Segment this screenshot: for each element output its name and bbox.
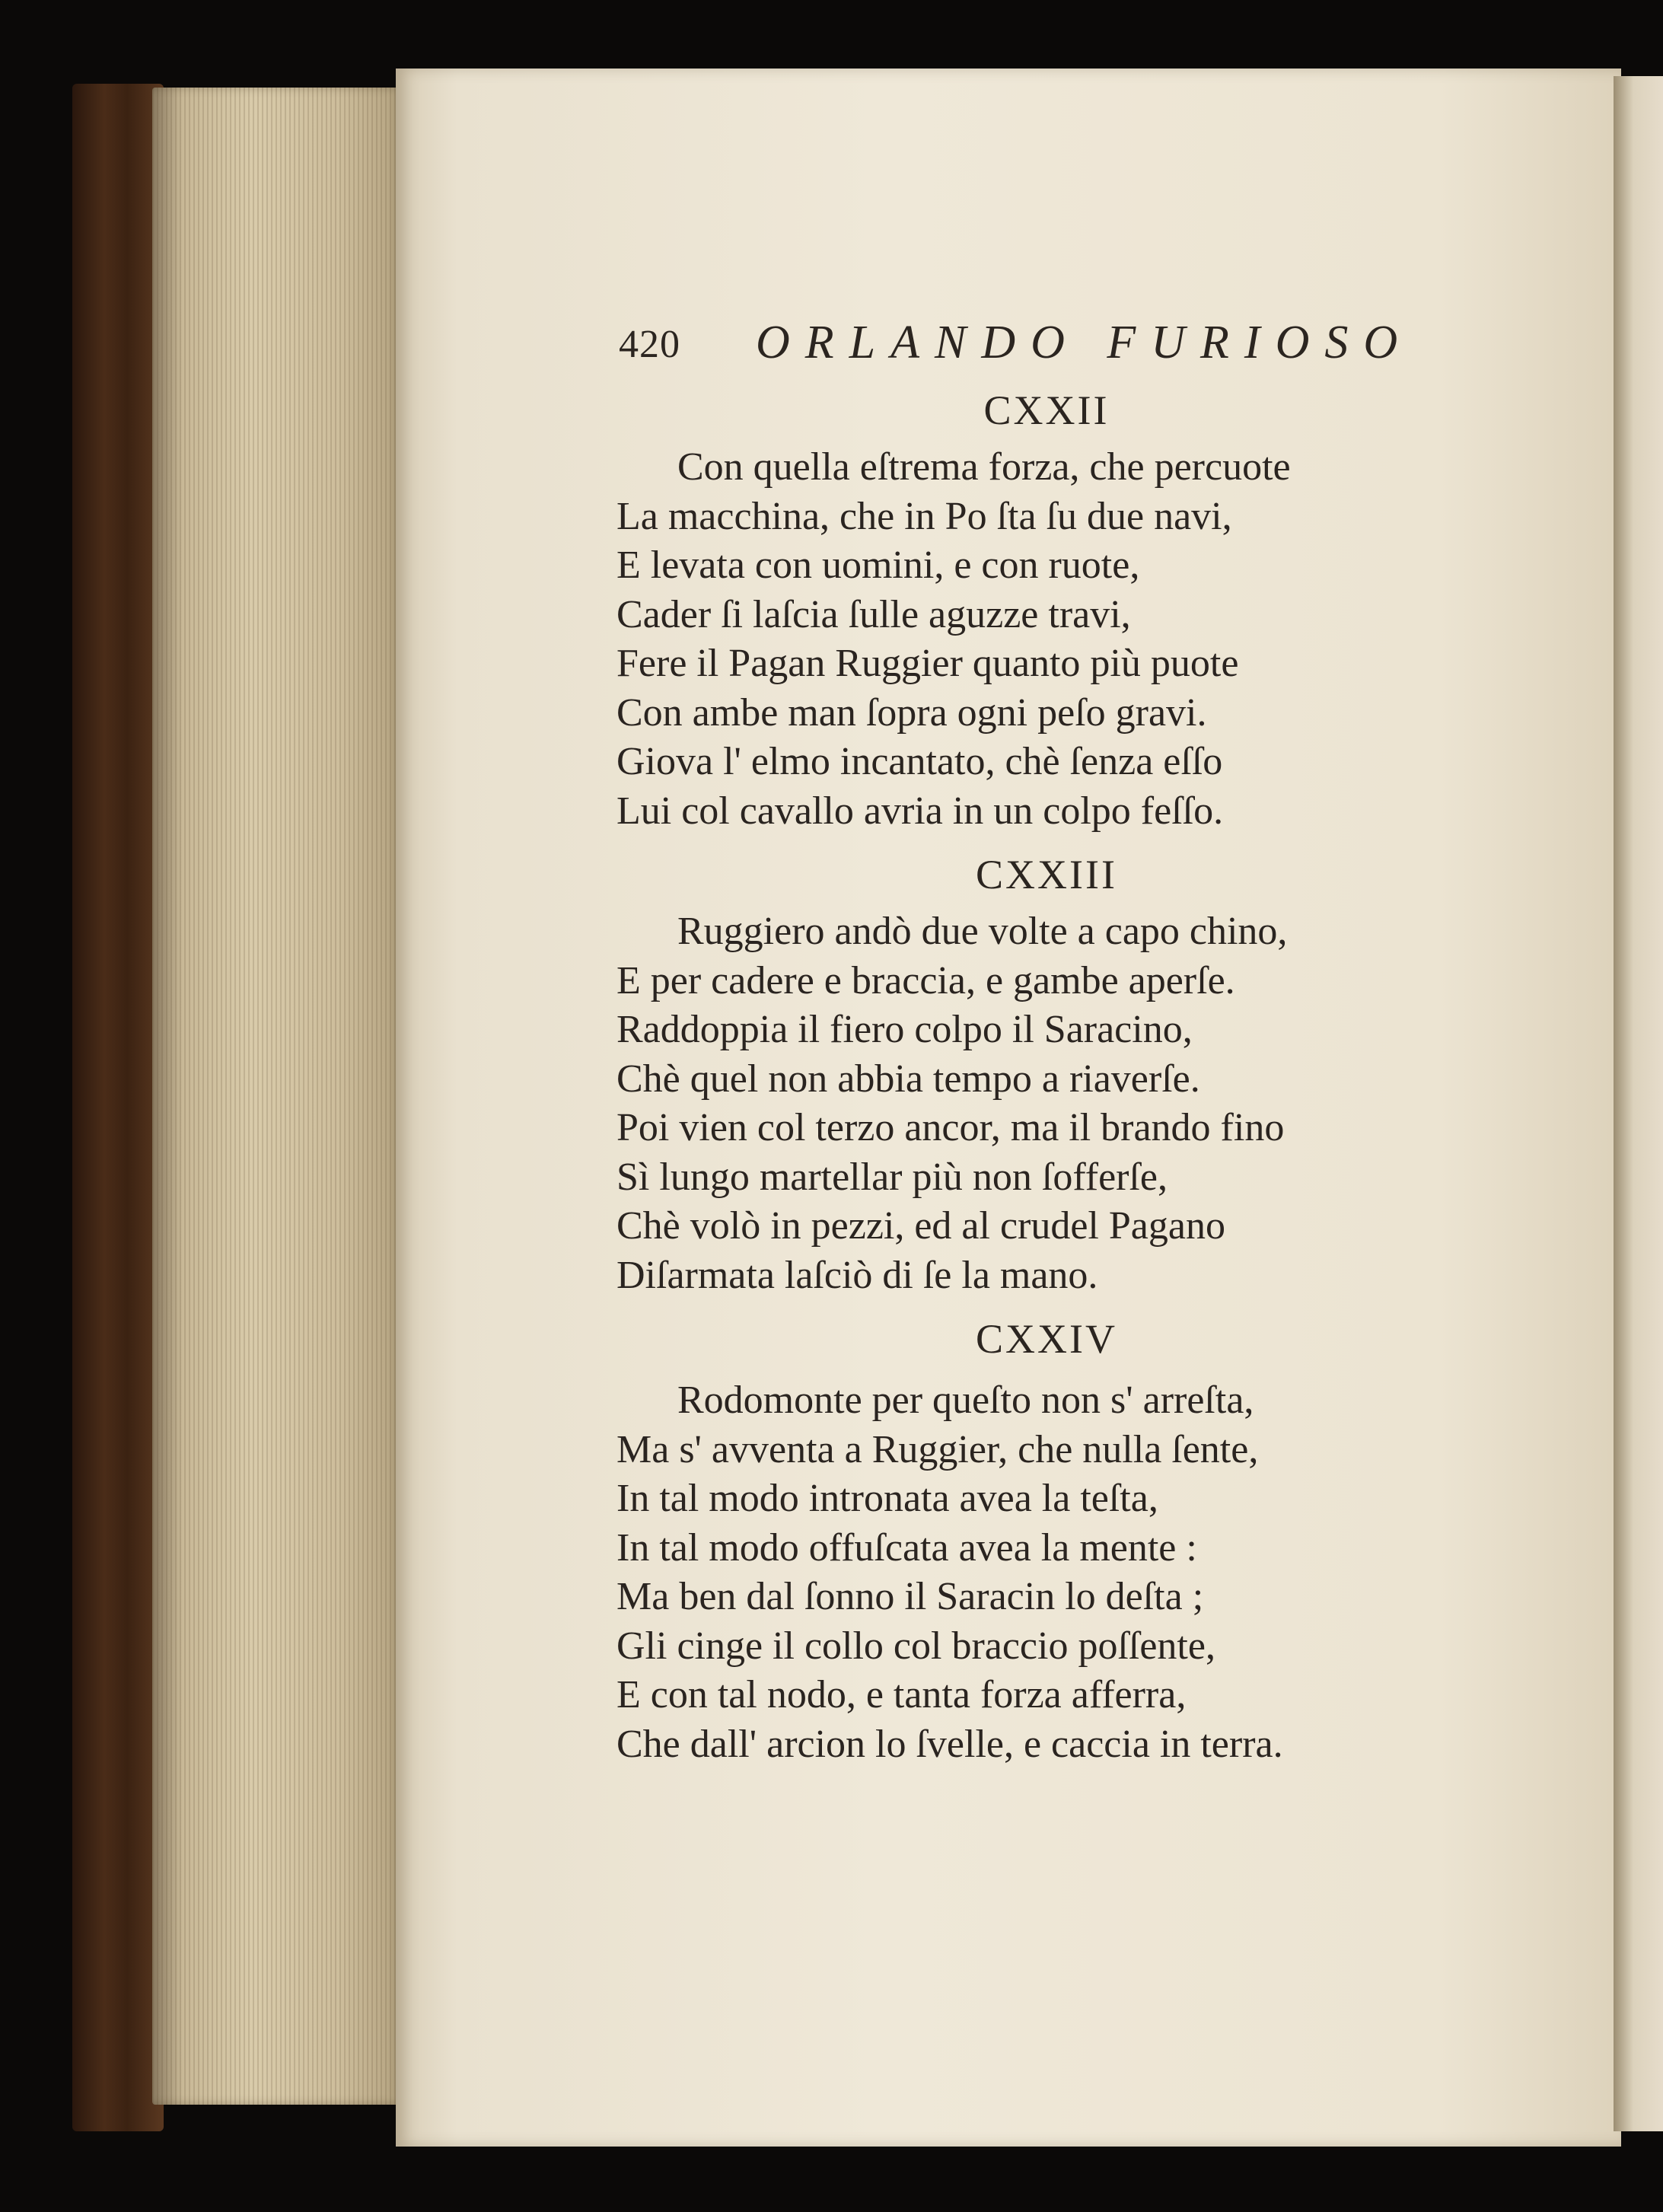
leather-cover xyxy=(72,84,164,2131)
verse-line: E per cadere e braccia, e gambe aperſe. xyxy=(616,958,1235,1002)
verse-line: E levata con uomini, e con ruote, xyxy=(616,543,1140,587)
stanza-number: CXXIII xyxy=(976,852,1117,897)
verse-line: Chè quel non abbia tempo a riaverſe. xyxy=(616,1057,1200,1101)
verse-line: Lui col cavallo avria in un colpo feſſo. xyxy=(616,789,1224,833)
verse-line: In tal modo intronata avea la teſta, xyxy=(616,1477,1158,1520)
page-fore-edge xyxy=(152,88,403,2105)
verse-line: Raddoppia il fiero colpo il Saracino, xyxy=(616,1008,1193,1051)
facing-page-edge xyxy=(1614,76,1663,2131)
verse-line: Chè volò in pezzi, ed al crudel Pagano xyxy=(616,1204,1225,1248)
verse-line: E con tal nodo, e tanta forza afferra, xyxy=(616,1673,1187,1716)
page-number: 420 xyxy=(619,323,680,366)
verse-line: Diſarmata laſciò di ſe la mano. xyxy=(616,1253,1098,1297)
stanza-verses xyxy=(616,443,1477,836)
stanza-verses xyxy=(616,1376,1477,1769)
stanza-number: CXXII xyxy=(983,387,1110,433)
verse-line: Ma ben dal ſonno il Saracin lo deſta ; xyxy=(616,1575,1204,1618)
stanza-verses xyxy=(616,907,1477,1300)
verse-line: Fere il Pagan Ruggier quanto più puote xyxy=(616,642,1239,685)
running-title: ORLANDO FURIOSO xyxy=(756,317,1413,368)
verse-line: Gli cinge il collo col braccio poſſente, xyxy=(616,1624,1215,1668)
verse-line: Rodomonte per queſto non s' arreſta, xyxy=(677,1379,1254,1422)
page-header xyxy=(619,316,1448,377)
verse-line: Che dall' arcion lo ſvelle, e caccia in terra. xyxy=(616,1722,1283,1766)
verse-line: Ruggiero andò due volte a capo chino, xyxy=(677,910,1288,953)
verse-line: Con ambe man ſopra ogni peſo gravi. xyxy=(616,690,1207,735)
verse-line: Poi vien col terzo ancor, ma il brando fino xyxy=(616,1106,1285,1149)
verse-line: In tal modo offuſcata avea la mente : xyxy=(616,1525,1197,1570)
verse-line: Sì lungo martellar più non ſofferſe, xyxy=(616,1155,1168,1199)
verse-line: Ma s' avventa a Ruggier, che nulla ſente, xyxy=(616,1427,1259,1471)
stanza-number: CXXIV xyxy=(976,1316,1117,1362)
verse-line: La macchina, che in Po ſta ſu due navi, xyxy=(616,494,1232,538)
verse-line: Con quella eſtrema forza, che percuote xyxy=(677,445,1291,489)
verse-line: Cader ſi laſcia ſulle aguzze travi, xyxy=(616,592,1131,636)
verse-line: Giova l' elmo incantato, chè ſenza eſſo xyxy=(616,740,1223,783)
